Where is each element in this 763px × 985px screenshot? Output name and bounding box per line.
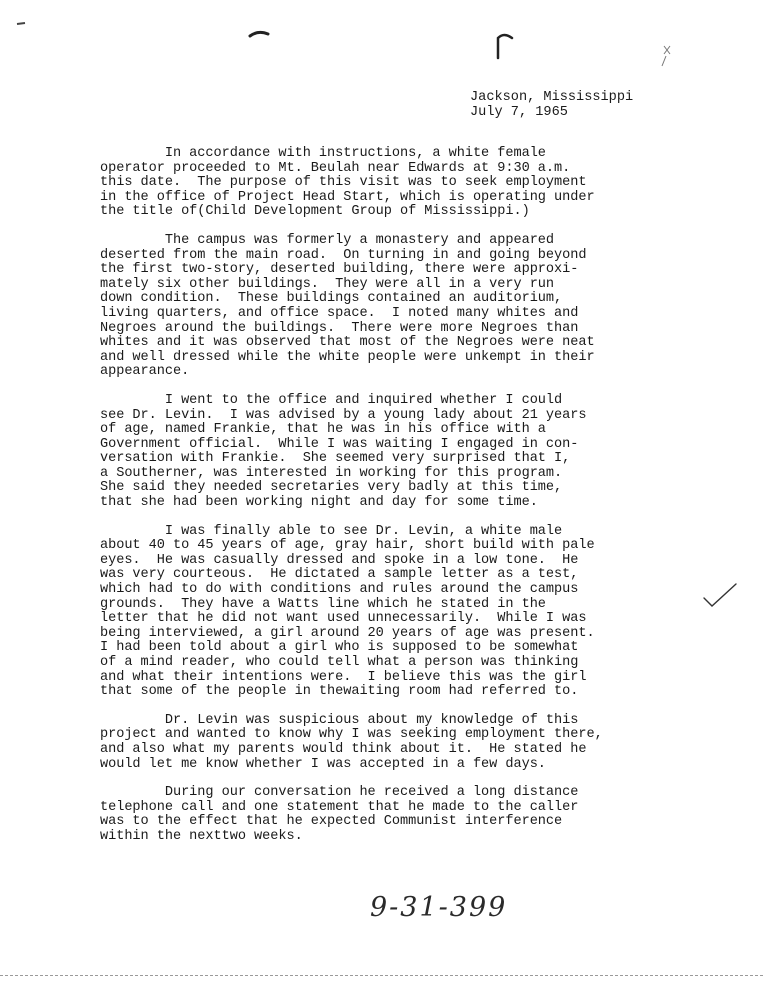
text-line: that she had been working night and day for some time. — [100, 495, 538, 511]
corner-mark — [15, 18, 35, 30]
paragraph — [100, 147, 660, 220]
letter-body — [100, 147, 660, 859]
date-line: July 7, 1965 — [470, 105, 568, 120]
text-line: whites and it was observed that most of the Negroes were neat — [100, 335, 595, 351]
text-line: a Southerner, was interested in working for this program. — [100, 465, 563, 481]
text-line: that some of the people in thewaiting room had referred to. — [100, 684, 579, 700]
text-line: appearance. — [100, 364, 190, 380]
check-mark — [700, 580, 740, 610]
text-line: She said they needed secretaries very badly at this time, — [100, 480, 563, 496]
text-line: and also what my parents would think about it. He stated he — [100, 741, 587, 757]
text-line: and well dressed while the white people were unkempt in their — [100, 349, 595, 365]
text-line: this date. The purpose of this visit was to seek employment — [100, 175, 587, 191]
staple-mark-left — [248, 28, 272, 42]
text-line: the title of(Child Development Group of Mississippi.) — [100, 204, 530, 220]
text-line: operator proceeded to Mt. Beulah near Edwards at 9:30 a.m. — [100, 160, 571, 176]
text-line: Negroes around the buildings. There were more Negroes than — [100, 320, 579, 336]
text-line: see Dr. Levin. I was advised by a young lady about 21 years — [100, 407, 587, 423]
text-line: telephone call and one statement that he made to the caller — [100, 799, 579, 815]
text-line: Government official. While I was waiting I engaged in con- — [100, 436, 579, 452]
text-line: was very courteous. He dictated a sample letter as a test, — [100, 567, 579, 583]
paragraph — [100, 786, 660, 844]
handwritten-file-number: 9-31-399 — [370, 892, 508, 923]
text-line: within the nexttwo weeks. — [100, 828, 303, 844]
text-line: grounds. They have a Watts line which he stated in the — [100, 596, 546, 612]
text-line: of age, named Frankie, that he was in his office with a — [100, 422, 546, 438]
text-line: letter that he did not want used unnecessarily. While I was — [100, 611, 587, 627]
paragraph — [100, 525, 660, 700]
text-line: I had been told about a girl who is supposed to be somewhat — [100, 640, 579, 656]
text-line: In accordance with instructions, a white female — [100, 146, 546, 161]
text-line: living quarters, and office space. I noted many whites and — [100, 305, 579, 321]
paragraph — [100, 714, 660, 772]
text-line: mately six other buildings. They were all in a very run — [100, 276, 555, 292]
letter-header — [470, 90, 633, 120]
staple-mark-right — [494, 30, 518, 60]
text-line: which had to do with conditions and rules around the campus — [100, 582, 579, 598]
text-line: eyes. He was casually dressed and spoke in a low tone. He — [100, 552, 579, 568]
text-line: down condition. These buildings contained an auditorium, — [100, 291, 563, 307]
pencil-x-mark — [656, 42, 678, 68]
text-line: I was finally able to see Dr. Levin, a white male — [100, 523, 563, 539]
text-line: The campus was formerly a monastery and appeared — [100, 232, 555, 248]
text-line: in the office of Project Head Start, which is operating under — [100, 189, 595, 205]
text-line: was to the effect that he expected Communist interference — [100, 814, 563, 830]
text-line: about 40 to 45 years of age, gray hair, short build with pale — [100, 538, 595, 554]
text-line: of a mind reader, who could tell what a person was thinking — [100, 655, 579, 670]
text-line: During our conversation he received a long distance — [100, 785, 579, 801]
text-line: the first two-story, deserted building, there were approxi- — [100, 262, 579, 278]
text-line: I went to the office and inquired whether I could — [100, 392, 563, 408]
text-line: versation with Frankie. She seemed very surprised that I, — [100, 451, 571, 467]
paragraph — [100, 234, 660, 380]
text-line: Dr. Levin was suspicious about my knowledge of this — [100, 712, 579, 728]
place-line: Jackson, Mississippi — [470, 90, 634, 105]
text-line: deserted from the main road. On turning in and going beyond — [100, 247, 587, 263]
text-line: being interviewed, a girl around 20 years of age was present. — [100, 625, 595, 641]
page-bottom-edge — [0, 975, 763, 976]
paragraph — [100, 394, 660, 511]
text-line: project and wanted to know why I was seeking employment there, — [100, 727, 603, 743]
text-line: would let me know whether I was accepted in a few days. — [100, 756, 546, 772]
text-line: and what their intentions were. I believe this was the girl — [100, 669, 587, 685]
